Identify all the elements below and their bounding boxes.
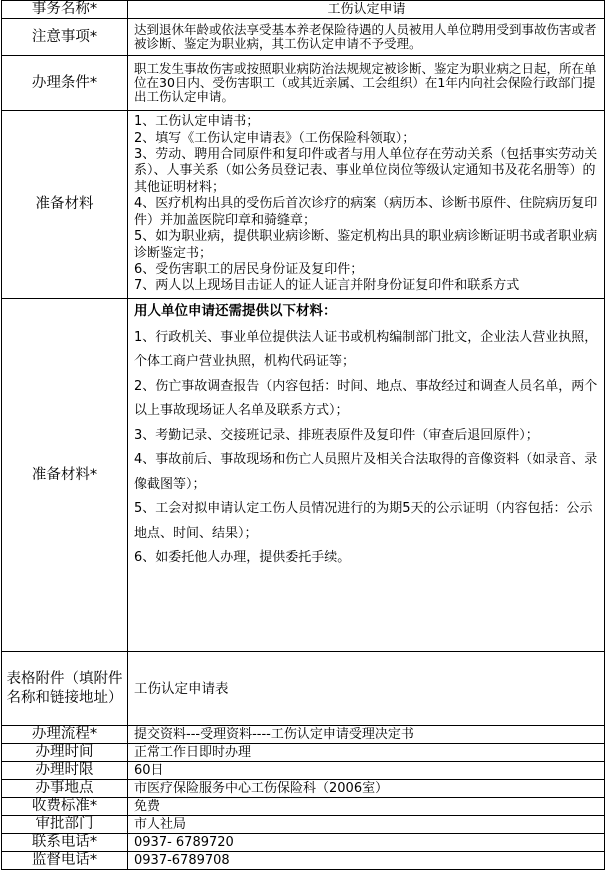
row-service-name (2, 1, 605, 19)
employer-material-item: 3、考勤记录、交接班记录、排班表原件及复印件（审查后退回原件）； (134, 427, 539, 443)
value-attachments[interactable]: 工伤认定申请表 (128, 652, 605, 726)
value-location: 市医疗保险服务中心工伤保险科（2006室） (128, 780, 605, 798)
label-materials: 准备材料 (2, 111, 128, 299)
value-contact-phone: 0937- 6789720 (128, 834, 605, 852)
service-guide-table (1, 0, 605, 870)
label-approval: 审批部门 (2, 816, 128, 834)
material-item: 2、填写《工伤认定申请表》（工伤保险科领取）； (134, 130, 416, 146)
label-notes: 注意事项* (2, 19, 128, 56)
value-fee: 免费 (128, 798, 605, 816)
employer-material-item: 2、伤亡事故调查报告（内容包括：时间、地点、事故经过和调查人员名单，两个以上事故现场证人名单及联系方式）； (134, 378, 598, 418)
employer-material-item: 4、事故前后、事故现场和伤亡人员照片及相关合法取得的音像资料（如录音、录像截图等）； (134, 452, 598, 492)
value-service-name: 工伤认定申请 (128, 1, 605, 19)
row-time (2, 744, 605, 762)
label-supervision-phone: 监督电话* (2, 852, 128, 870)
value-conditions: 职工发生事故伤害或按照职业病防治法规规定被诊断、鉴定为职业病之日起，所在单位在30日内、受伤害职工（或其近亲属、工会组织）在1年内向社会保险行政部门提出工伤认定申请。 (128, 56, 605, 111)
employer-material-item: 1、行政机关、事业单位提供法人证书或机构编制部门批文，企业法人营业执照，个体工商户营业执照，机构代码证等； (134, 329, 598, 369)
row-location (2, 780, 605, 798)
label-deadline: 办理时限 (2, 762, 128, 780)
label-time: 办理时间 (2, 744, 128, 762)
label-location: 办事地点 (2, 780, 128, 798)
label-process: 办理流程* (2, 726, 128, 744)
row-materials-employer (2, 299, 605, 652)
value-supervision-phone: 0937-6789708 (128, 852, 605, 870)
label-materials-employer: 准备材料* (2, 299, 128, 652)
label-attachments: 表格附件（填附件名称和链接地址） (2, 652, 128, 726)
value-approval: 市人社局 (128, 816, 605, 834)
value-notes: 达到退休年龄或依法享受基本养老保险待遇的人员被用人单位聘用受到事故伤害或者被诊断、鉴定为职业病，其工伤认定申请不予受理。 (128, 19, 605, 56)
materials-list (128, 111, 605, 299)
row-deadline (2, 762, 605, 780)
value-process: 提交资料---受理资料----工伤认定申请受理决定书 (128, 726, 605, 744)
material-item: 7、两人以上现场目击证人的证人证言并附身份证复印件和联系方式 (134, 278, 520, 294)
employer-materials-list (128, 299, 605, 652)
row-attachments (2, 652, 605, 726)
material-item: 5、如为职业病，提供职业病诊断、鉴定机构出具的职业病诊断证明书或者职业病诊断鉴定书； (134, 229, 598, 261)
material-item: 4、医疗机构出具的受伤后首次诊疗的病案（病历本、诊断书原件、住院病历复印件）并加盖医院印章和骑缝章； (134, 196, 598, 228)
value-deadline: 60日 (128, 762, 605, 780)
value-time: 正常工作日即时办理 (128, 744, 605, 762)
row-notes (2, 19, 605, 56)
label-contact-phone: 联系电话* (2, 834, 128, 852)
row-fee (2, 798, 605, 816)
row-approval (2, 816, 605, 834)
row-process (2, 726, 605, 744)
material-item: 1、工伤认定申请书； (134, 114, 260, 130)
material-item: 3、劳动、聘用合同原件和复印件或者与用人单位存在劳动关系（包括事实劳动关系）、人事关系（如公务员登记表、事业单位岗位等级认定通知书及花名册等）的其他证明材料； (134, 147, 598, 195)
employer-material-item: 5、工会对拟申请认定工伤人员情况进行的为期5天的公示证明（内容包括：公示地点、时间、结果）； (134, 501, 593, 541)
employer-material-item: 6、如委托他人办理，提供委托手续。 (134, 550, 351, 565)
label-fee: 收费标准* (2, 798, 128, 816)
row-conditions (2, 56, 605, 111)
material-item: 6、受伤害职工的居民身份证及复印件； (134, 261, 364, 277)
label-service-name: 事务名称* (2, 1, 128, 19)
row-supervision-phone (2, 852, 605, 870)
row-contact-phone (2, 834, 605, 852)
row-materials (2, 111, 605, 299)
employer-materials-heading: 用人单位申请还需提供以下材料： (134, 303, 337, 319)
label-conditions: 办理条件* (2, 56, 128, 111)
